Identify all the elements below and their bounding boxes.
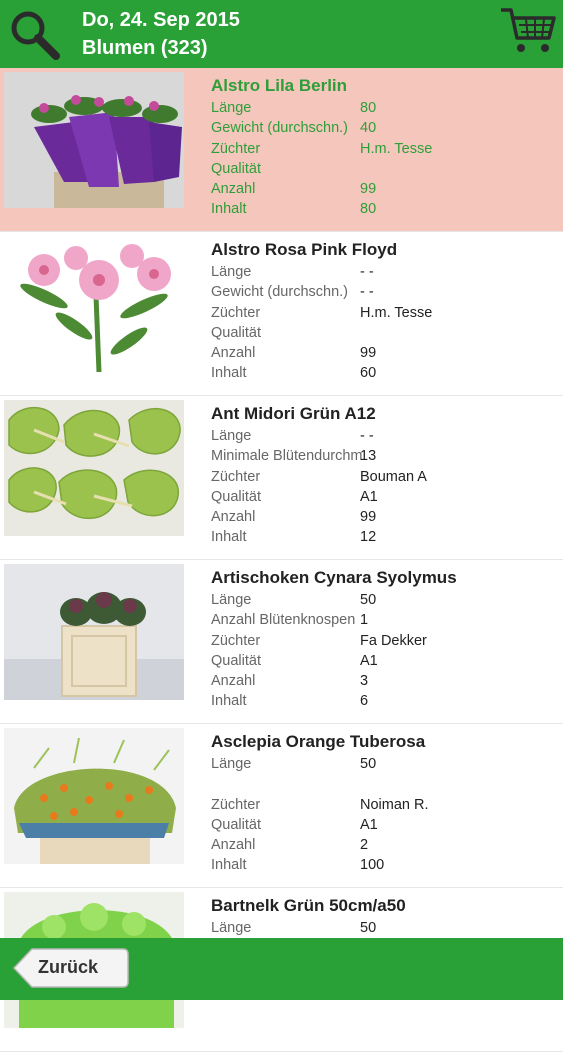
list-item[interactable] xyxy=(0,232,563,396)
cart-icon xyxy=(499,6,557,56)
product-attributes xyxy=(211,592,431,714)
attribute-label: Inhalt xyxy=(211,529,247,546)
attribute-value: 6 xyxy=(360,693,369,710)
attribute-label: Länge xyxy=(211,920,252,936)
attribute-value: 12 xyxy=(360,529,377,546)
product-title: Alstro Lila Berlin xyxy=(211,76,348,95)
attribute-row xyxy=(211,489,431,509)
attribute-row xyxy=(211,325,431,345)
app-header xyxy=(0,0,563,68)
attribute-value: - - xyxy=(360,428,374,444)
attribute-value: 80 xyxy=(360,100,377,116)
attribute-row xyxy=(211,100,431,120)
attribute-row xyxy=(211,797,431,817)
search-icon xyxy=(6,6,62,62)
attribute-value: Bouman A xyxy=(360,468,427,485)
attribute-value: Fa Dekker xyxy=(360,632,427,649)
attribute-row xyxy=(211,673,431,693)
attribute-value: 50 xyxy=(360,756,377,772)
product-image xyxy=(4,400,184,536)
back-button-label: Zurück xyxy=(38,957,99,977)
attribute-row xyxy=(211,428,431,448)
product-image xyxy=(4,72,184,208)
attribute-row xyxy=(211,837,431,857)
attribute-row xyxy=(211,264,431,284)
attribute-label: Inhalt xyxy=(211,693,247,710)
attribute-row xyxy=(211,120,431,140)
product-attributes xyxy=(211,428,431,550)
attribute-label: Länge xyxy=(211,264,252,280)
attribute-label: Anzahl xyxy=(211,345,256,362)
attribute-value: 2 xyxy=(360,837,369,854)
list-item[interactable] xyxy=(0,68,563,232)
attribute-row xyxy=(211,141,431,161)
attribute-value: 99 xyxy=(360,509,377,526)
attribute-value: Noiman R. xyxy=(360,796,429,813)
attribute-value: - - xyxy=(360,284,374,301)
attribute-label: Anzahl xyxy=(211,181,256,198)
product-image xyxy=(4,564,184,700)
attribute-row xyxy=(211,857,431,877)
attribute-value: - - xyxy=(360,264,374,280)
attribute-value: 99 xyxy=(360,181,377,198)
attribute-value: 80 xyxy=(360,201,377,218)
attribute-row xyxy=(211,201,431,221)
attribute-row xyxy=(211,161,431,181)
attribute-label: Qualität xyxy=(211,652,261,669)
product-attributes xyxy=(211,756,431,878)
attribute-row xyxy=(211,509,431,529)
attribute-label: Züchter xyxy=(211,632,261,649)
product-title: Ant Midori Grün A12 xyxy=(211,404,376,423)
header-date: Do, 24. Sep 2015 xyxy=(82,9,240,31)
attribute-label: Inhalt xyxy=(211,857,247,874)
product-image xyxy=(4,236,184,372)
attribute-value: A1 xyxy=(360,652,378,669)
attribute-value: 1 xyxy=(360,612,369,629)
attribute-label: Qualität xyxy=(211,816,261,833)
app-footer xyxy=(0,938,563,1000)
attribute-value: 13 xyxy=(360,448,377,465)
attribute-row xyxy=(211,284,431,304)
attribute-value: H.m. Tesse xyxy=(360,304,433,321)
attribute-value: 50 xyxy=(360,920,377,936)
attribute-label: Anzahl xyxy=(211,837,256,854)
attribute-value: 100 xyxy=(360,857,385,874)
attribute-value: 50 xyxy=(360,592,377,608)
attribute-label: Gewicht (durchschn.) xyxy=(211,284,348,301)
attribute-row xyxy=(211,345,431,365)
attribute-label: Züchter xyxy=(211,140,261,157)
attribute-label: Züchter xyxy=(211,304,261,321)
attribute-row xyxy=(211,592,431,612)
attribute-label: Länge xyxy=(211,100,252,116)
cart-button[interactable] xyxy=(499,6,557,56)
attribute-label: Qualität xyxy=(211,160,261,177)
attribute-row xyxy=(211,612,431,632)
attribute-value: 99 xyxy=(360,345,377,362)
attribute-label: Qualität xyxy=(211,488,261,505)
attribute-value: 60 xyxy=(360,365,377,382)
attribute-row xyxy=(211,305,431,325)
header-category: Blumen (323) xyxy=(82,37,208,59)
attribute-label: Anzahl xyxy=(211,509,256,526)
list-item[interactable] xyxy=(0,724,563,888)
attribute-row xyxy=(211,633,431,653)
attribute-label: Länge xyxy=(211,592,252,608)
attribute-label: Gewicht (durchschn.) xyxy=(211,120,348,137)
attribute-label: Anzahl xyxy=(211,673,256,690)
attribute-row xyxy=(211,653,431,673)
attribute-label: Inhalt xyxy=(211,201,247,218)
attribute-row xyxy=(211,448,431,468)
attribute-row xyxy=(211,365,431,385)
product-attributes xyxy=(211,264,431,386)
attribute-row xyxy=(211,529,431,549)
header-titles xyxy=(82,6,240,62)
product-attributes xyxy=(211,100,431,222)
attribute-label: Inhalt xyxy=(211,365,247,382)
attribute-value: A1 xyxy=(360,488,378,505)
attribute-row xyxy=(211,181,431,201)
attribute-row xyxy=(211,776,431,796)
attribute-row xyxy=(211,693,431,713)
product-title: Artischoken Cynara Syolymus xyxy=(211,568,457,587)
attribute-label: Minimale Blütendurchm xyxy=(211,448,363,465)
search-button[interactable] xyxy=(6,6,62,62)
product-title: Alstro Rosa Pink Floyd xyxy=(211,240,398,259)
product-image xyxy=(4,728,184,864)
product-list[interactable] xyxy=(0,68,563,938)
list-item[interactable] xyxy=(0,396,563,560)
product-title: Asclepia Orange Tuberosa xyxy=(211,732,426,751)
attribute-label: Anzahl Blütenknospen xyxy=(211,612,356,629)
back-button[interactable] xyxy=(10,946,130,990)
attribute-value: 3 xyxy=(360,673,369,690)
attribute-label: Länge xyxy=(211,428,252,444)
attribute-label: Qualität xyxy=(211,324,261,341)
attribute-value: A1 xyxy=(360,816,378,833)
list-item[interactable] xyxy=(0,560,563,724)
attribute-label: Züchter xyxy=(211,468,261,485)
attribute-row xyxy=(211,756,431,776)
attribute-row xyxy=(211,817,431,837)
attribute-row xyxy=(211,469,431,489)
attribute-label: Länge xyxy=(211,756,252,772)
attribute-value: 40 xyxy=(360,120,377,137)
attribute-label: Züchter xyxy=(211,796,261,813)
product-title: Bartnelk Grün 50cm/a50 xyxy=(211,896,406,915)
attribute-value: H.m. Tesse xyxy=(360,140,433,157)
